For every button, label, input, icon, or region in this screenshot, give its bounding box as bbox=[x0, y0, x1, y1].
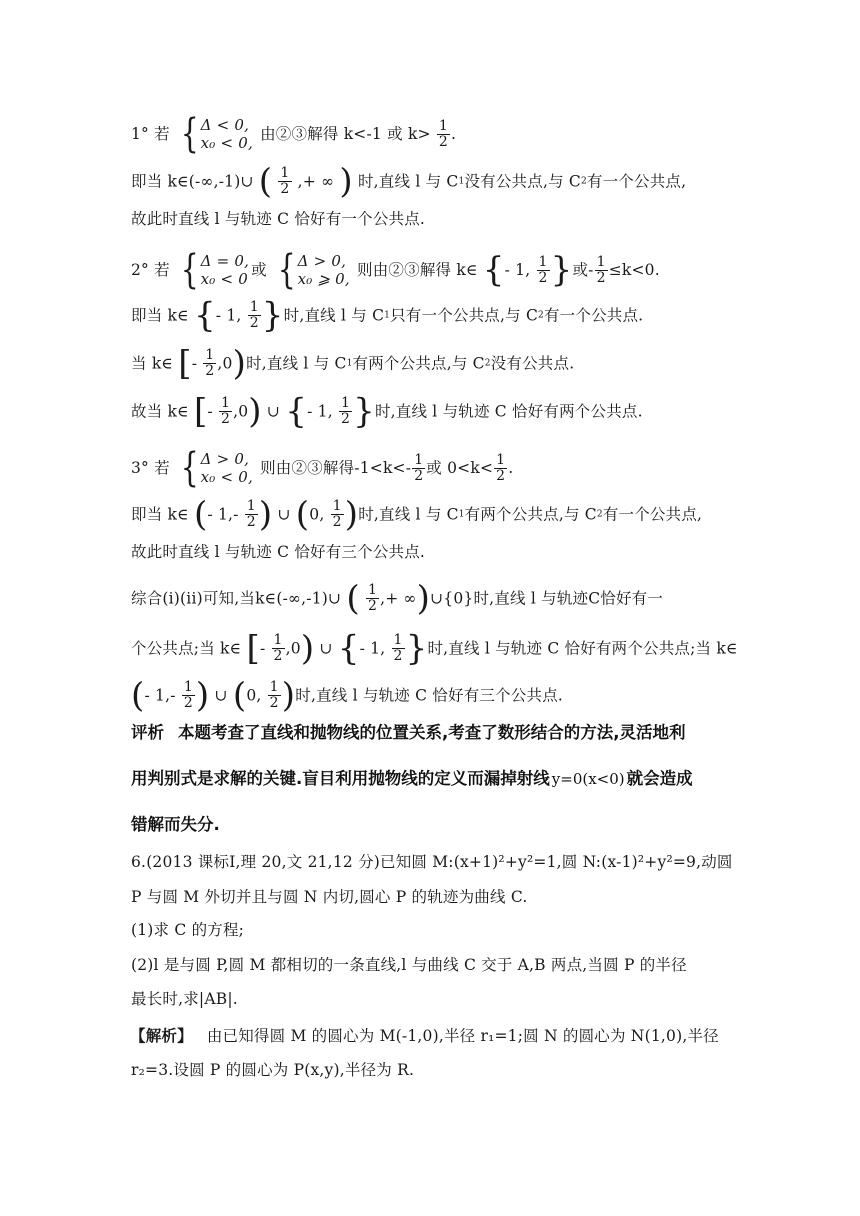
close-paren-icon: ) bbox=[248, 391, 262, 432]
open-paren-icon: ( bbox=[258, 161, 273, 202]
fraction-denominator: 2 bbox=[269, 695, 279, 711]
case2-line2-text-a: 即当 k∈ bbox=[131, 306, 189, 325]
close-brace-icon: } bbox=[550, 250, 573, 290]
case3-cond-bottom: x₀ < 0, bbox=[200, 468, 253, 486]
case2-line4-set: - 1, bbox=[307, 402, 333, 421]
case2-prefix: 2° 若 bbox=[131, 261, 170, 279]
case3-text-a: 则由②③解得-1<k<- bbox=[260, 459, 412, 477]
solution-label: 【解析】 bbox=[130, 1027, 193, 1045]
case2-line4-text-b: ,0 bbox=[233, 402, 249, 421]
subscript: 2 bbox=[538, 310, 544, 321]
fraction-denominator: 2 bbox=[220, 411, 231, 427]
fraction-denominator: 2 bbox=[340, 411, 351, 427]
fraction bbox=[219, 396, 232, 427]
subscript: 1 bbox=[458, 176, 465, 187]
fraction-numerator: 1 bbox=[414, 451, 424, 468]
case1-line2-text-a: 即当 k∈(-∞,-1)∪ bbox=[131, 172, 254, 191]
left-brace-icon: { bbox=[180, 111, 199, 157]
fraction-numerator: 1 bbox=[538, 253, 548, 270]
commentary-text-2a: 用判别式是求解的关键.盲目利用抛物线的定义而漏掉射线 bbox=[131, 769, 550, 788]
fraction-numerator: 1 bbox=[596, 253, 606, 270]
case2-cond-b-bottom: x₀ ⩾ 0, bbox=[297, 270, 350, 288]
fraction-numerator: 1 bbox=[280, 165, 290, 181]
open-bracket-icon: [ bbox=[178, 343, 192, 384]
fraction-numerator: 1 bbox=[273, 632, 283, 648]
fraction bbox=[537, 255, 550, 286]
commentary-label: 评析 bbox=[131, 723, 164, 742]
case2-text-a: 则由②③解得 k∈ bbox=[357, 261, 478, 279]
fraction bbox=[366, 583, 379, 614]
case3-line3: 故此时直线 l 与轨迹 C 恰好有三个公共点. bbox=[131, 543, 426, 561]
case2-conditions-a bbox=[177, 247, 250, 293]
fraction-denominator: 2 bbox=[538, 269, 548, 286]
fraction-numerator: 1 bbox=[496, 451, 506, 468]
close-paren-icon: ) bbox=[416, 578, 431, 619]
fraction bbox=[203, 348, 216, 379]
commentary-line3: 错解而失分. bbox=[131, 815, 220, 834]
case3-prefix: 3° 若 bbox=[131, 459, 170, 477]
subscript: 1 bbox=[346, 358, 353, 369]
close-paren-icon: ) bbox=[344, 494, 359, 535]
open-paren-icon: ( bbox=[232, 675, 247, 716]
case1-end: . bbox=[450, 125, 457, 143]
case1-text: 由②③解得 k<-1 或 k> bbox=[260, 125, 431, 143]
close-paren-icon: ) bbox=[281, 675, 296, 716]
fraction-numerator: 1 bbox=[246, 498, 256, 514]
fraction-denominator: 2 bbox=[246, 514, 256, 530]
open-paren-icon: ( bbox=[131, 675, 145, 716]
solution-line2: r₂=3.设圆 P 的圆心为 P(x,y),半径为 R. bbox=[131, 1061, 415, 1079]
commentary-line2 bbox=[131, 759, 731, 799]
commentary-text-1: 本题考查了直线和抛物线的位置关系,考查了数形结合的方法,灵活地利 bbox=[178, 723, 686, 742]
commentary-block bbox=[131, 713, 731, 845]
fraction-numerator: 1 bbox=[249, 299, 259, 315]
summary-line1-text-a: 综合(i)(ii)可知,当k∈(-∞,-1)∪ bbox=[131, 589, 342, 608]
commentary-text-2b: 就会造成 bbox=[626, 769, 693, 788]
left-brace-icon: { bbox=[180, 445, 199, 491]
fraction bbox=[182, 680, 195, 711]
case2-line2-set: - 1, bbox=[215, 306, 242, 325]
case2-line2-text-b: 时,直线 l 与 C bbox=[283, 306, 385, 325]
fraction-numerator: 1 bbox=[393, 632, 403, 648]
case2-cond-b-top: Δ > 0, bbox=[297, 252, 347, 270]
union-sign: ∪ bbox=[319, 639, 333, 658]
subscript: 2 bbox=[484, 358, 491, 369]
case3-conditions bbox=[177, 445, 253, 491]
fraction-numerator: 1 bbox=[183, 679, 193, 695]
fraction-numerator: 1 bbox=[205, 347, 215, 363]
fraction-denominator: 2 bbox=[280, 181, 290, 197]
commentary-line1 bbox=[131, 713, 731, 753]
fraction-numerator: 1 bbox=[340, 395, 351, 411]
fraction-numerator: 1 bbox=[367, 582, 378, 598]
problem6-question1: (1)求 C 的方程; bbox=[131, 921, 245, 939]
case3-end: . bbox=[508, 459, 514, 477]
case2-or: 或 bbox=[251, 261, 267, 279]
subscript: 1 bbox=[458, 509, 465, 520]
case2-line4 bbox=[131, 391, 643, 432]
close-paren-icon: ) bbox=[195, 675, 210, 716]
subscript: 2 bbox=[580, 176, 587, 187]
fraction-numerator: 1 bbox=[438, 117, 448, 134]
open-brace-icon: { bbox=[482, 250, 505, 290]
summary-line3-text-c: 时,直线 l 与轨迹 C 恰好有三个公共点. bbox=[295, 686, 564, 705]
case2-line2-text-c: 只有一个公共点,与 C bbox=[390, 306, 539, 325]
case2-line bbox=[131, 247, 660, 293]
minus-sign: - bbox=[207, 402, 213, 421]
fraction-numerator: 1 bbox=[332, 498, 342, 514]
summary-line1-text-c: ∪{0}时,直线 l 与轨迹C恰好有一 bbox=[430, 589, 664, 608]
fraction bbox=[339, 396, 352, 427]
close-paren-icon: ) bbox=[339, 161, 353, 202]
close-brace-icon: } bbox=[353, 391, 375, 432]
fraction bbox=[412, 453, 425, 484]
solution-line1 bbox=[130, 1023, 719, 1048]
open-bracket-icon: [ bbox=[246, 628, 260, 669]
case2-line3-text-e: 没有公共点. bbox=[490, 354, 575, 373]
summary-line2-set: - 1, bbox=[359, 639, 386, 658]
fraction bbox=[272, 633, 285, 664]
summary-line2-text-c: 时,直线 l 与轨迹 C 恰好有两个公共点;当 k∈ bbox=[427, 639, 738, 658]
case2-cond-a-bottom: x₀ < 0 bbox=[200, 270, 248, 288]
subscript: 2 bbox=[596, 509, 603, 520]
case2-conditions-b bbox=[274, 247, 350, 293]
fraction-denominator: 2 bbox=[273, 648, 283, 664]
fraction-denominator: 2 bbox=[205, 363, 215, 379]
case2-line2 bbox=[131, 295, 644, 336]
case2-set: - 1, bbox=[504, 261, 531, 279]
case2-line3-text-a: 当 k∈ bbox=[131, 354, 174, 373]
close-paren-icon: ) bbox=[232, 343, 247, 384]
case2-cond-a-top: Δ = 0, bbox=[200, 252, 250, 270]
case1-line3: 故此时直线 l 与轨迹 C 恰好有一个公共点. bbox=[131, 210, 426, 228]
union-sign: ∪ bbox=[277, 505, 291, 524]
fraction bbox=[595, 255, 608, 286]
problem6-line1: 6.(2013 课标Ⅰ,理 20,文 21,12 分)已知圆 M:(x+1)²+y²=1,圆 N:(x-1)²+y²=9,动圆 bbox=[131, 853, 733, 871]
fraction-denominator: 2 bbox=[414, 467, 424, 484]
case2-line3-text-d: 有两个公共点,与 C bbox=[352, 354, 485, 373]
case3-line bbox=[131, 445, 514, 491]
close-brace-icon: } bbox=[405, 628, 428, 669]
fraction-denominator: 2 bbox=[438, 133, 448, 150]
subscript: 1 bbox=[384, 310, 391, 321]
summary-line2-text-b: ,0 bbox=[285, 639, 301, 658]
case3-line2-part2: 0, bbox=[309, 505, 325, 524]
open-brace-icon: { bbox=[193, 295, 216, 336]
case2-line3-text-c: 时,直线 l 与 C bbox=[246, 354, 347, 373]
solution-text-1: 由已知得圆 M 的圆心为 M(-1,0),半径 r₁=1;圆 N 的圆心为 N(1,0),半径 bbox=[206, 1027, 719, 1045]
fraction bbox=[437, 119, 450, 150]
case1-line bbox=[131, 111, 457, 157]
summary-line3-text-a: - 1,- bbox=[144, 686, 176, 705]
left-brace-icon: { bbox=[277, 247, 296, 293]
fraction-denominator: 2 bbox=[367, 598, 378, 614]
problem6-question2-line2: 最长时,求|AB|. bbox=[131, 990, 238, 1008]
case1-cond-top: Δ < 0, bbox=[200, 116, 250, 134]
case1-line2 bbox=[131, 161, 687, 202]
summary-line2 bbox=[131, 628, 738, 669]
case2-line4-text-a: 故当 k∈ bbox=[131, 402, 189, 421]
case3-line2-text-d: 有一个公共点, bbox=[602, 505, 703, 524]
case3-line2-text-a: 即当 k∈ bbox=[131, 505, 189, 524]
case3-line2-text-b: 时,直线 l 与 C bbox=[358, 505, 459, 524]
close-paren-icon: ) bbox=[258, 494, 273, 535]
open-paren-icon: ( bbox=[193, 494, 208, 535]
case3-text-b: 或 0<k< bbox=[426, 459, 494, 477]
case2-line3-text-b: ,0 bbox=[217, 354, 233, 373]
problem6-question2-line1: (2)l 是与圆 P,圆 M 都相切的一条直线,l 与曲线 C 交于 A,B 两点,当圆 P 的半径 bbox=[131, 956, 687, 974]
fraction bbox=[392, 633, 405, 664]
summary-line1 bbox=[131, 578, 664, 619]
case2-text-c: ≤k<0. bbox=[608, 261, 660, 279]
fraction-denominator: 2 bbox=[183, 695, 193, 711]
case2-line3 bbox=[131, 343, 575, 384]
fraction-numerator: 1 bbox=[269, 679, 279, 695]
fraction bbox=[331, 499, 344, 530]
summary-line2-text-a: 个公共点;当 k∈ bbox=[131, 639, 242, 658]
case1-prefix: 1° 若 bbox=[131, 125, 170, 143]
fraction-numerator: 1 bbox=[220, 395, 231, 411]
case2-text-b: 或- bbox=[572, 261, 594, 279]
minus-sign: - bbox=[259, 639, 266, 658]
open-brace-icon: { bbox=[337, 628, 360, 669]
open-bracket-icon: [ bbox=[193, 391, 208, 432]
summary-line3 bbox=[131, 675, 564, 716]
case1-cond-bottom: x₀ < 0, bbox=[200, 134, 253, 152]
fraction bbox=[494, 453, 507, 484]
case1-conditions bbox=[177, 111, 253, 157]
left-brace-icon: { bbox=[180, 247, 199, 293]
case3-line2-text-c: 有两个公共点,与 C bbox=[464, 505, 597, 524]
fraction-denominator: 2 bbox=[249, 315, 259, 331]
union-sign: ∪ bbox=[266, 402, 281, 421]
case3-line2 bbox=[131, 494, 703, 535]
fraction-denominator: 2 bbox=[596, 269, 606, 286]
case3-cond-top: Δ > 0, bbox=[200, 450, 250, 468]
fraction-denominator: 2 bbox=[496, 467, 506, 484]
union-sign: ∪ bbox=[214, 686, 228, 705]
case2-line4-text-c: 时,直线 l 与轨迹 C 恰好有两个公共点. bbox=[374, 402, 643, 421]
open-brace-icon: { bbox=[285, 391, 308, 432]
minus-sign: - bbox=[191, 354, 198, 373]
close-paren-icon: ) bbox=[300, 628, 315, 669]
fraction-denominator: 2 bbox=[393, 648, 403, 664]
fraction bbox=[248, 300, 261, 331]
case2-line2-text-d: 有一个公共点. bbox=[543, 306, 644, 325]
case1-line2-text-c: 时,直线 l 与 C bbox=[357, 172, 459, 191]
commentary-formula: y=0(x<0) bbox=[551, 770, 625, 788]
case1-line2-text-b: ,+ ∞ bbox=[297, 172, 335, 191]
summary-line1-text-b: ,+ ∞ bbox=[380, 589, 417, 608]
open-paren-icon: ( bbox=[346, 578, 360, 619]
close-brace-icon: } bbox=[261, 295, 284, 336]
fraction bbox=[268, 680, 281, 711]
case1-line2-text-e: 有一个公共点, bbox=[586, 172, 687, 191]
fraction bbox=[245, 499, 258, 530]
open-paren-icon: ( bbox=[295, 494, 310, 535]
problem6-line2: P 与圆 M 外切并且与圆 N 内切,圆心 P 的轨迹为曲线 C. bbox=[131, 888, 528, 906]
case1-line2-text-d: 没有公共点,与 C bbox=[464, 172, 581, 191]
summary-line3-text-b: 0, bbox=[246, 686, 262, 705]
fraction-denominator: 2 bbox=[332, 514, 342, 530]
fraction bbox=[278, 166, 291, 197]
case3-line2-part1: - 1,- bbox=[207, 505, 239, 524]
